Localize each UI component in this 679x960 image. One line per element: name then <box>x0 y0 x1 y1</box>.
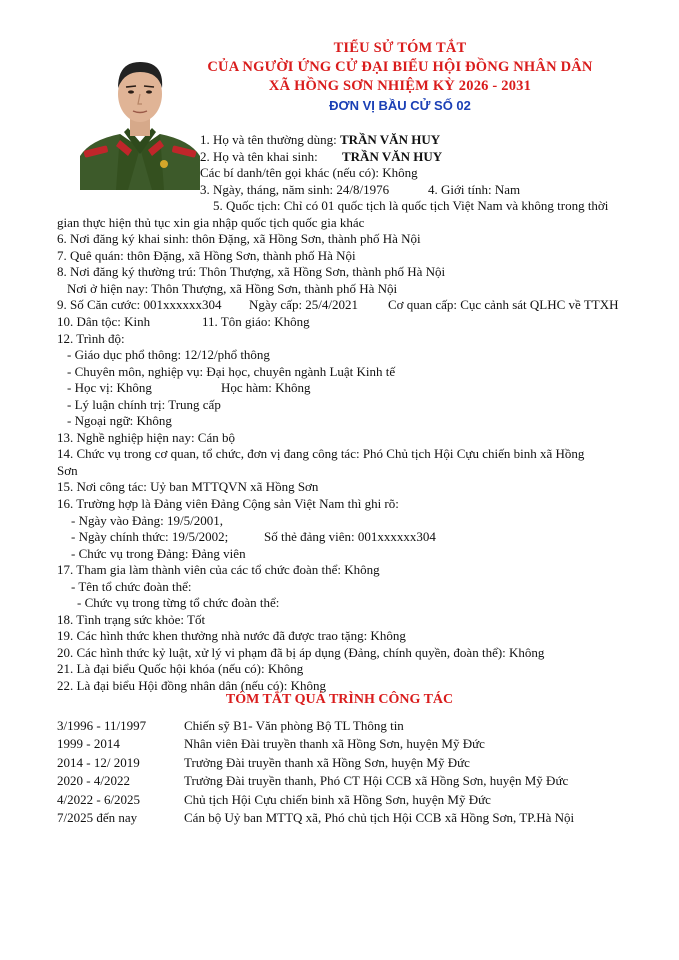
field-health: 18. Tình trạng sức khỏe: Tốt <box>57 612 206 627</box>
field-id-date: Ngày cấp: 25/4/2021 <box>249 297 359 312</box>
field-common-name-value: TRẦN VĂN HUY <box>339 132 441 147</box>
field-birth-name-label: 2. Họ và tên khai sinh: <box>200 149 318 164</box>
field-party-card: Số thẻ đảng viên: 001xxxxxx304 <box>264 529 436 544</box>
field-occupation: 13. Nghề nghiệp hiện nay: Cán bộ <box>57 430 235 445</box>
field-na-deputy: 21. Là đại biểu Quốc hội khóa (nếu có): Không <box>57 661 304 676</box>
work-description: Trưởng Đài truyền thanh xã Hồng Sơn, huyện Mỹ Đức <box>184 754 470 770</box>
field-council-deputy: 22. Là đại biểu Hội đồng nhân dân (nếu có): Không <box>57 678 326 693</box>
field-party-official-date: - Ngày chính thức: 19/5/2002; <box>71 529 229 544</box>
doc-term: XÃ HỒNG SƠN NHIỆM KỲ 2026 - 2031 <box>268 78 532 94</box>
work-period: 4/2022 - 6/2025 <box>57 791 141 807</box>
work-description: Trưởng Đài truyền thanh, Phó CT Hội CCB xã Hồng Sơn, huyện Mỹ Đức <box>184 773 569 789</box>
field-org-position: - Chức vụ trong từng tổ chức đoàn thể: <box>77 595 280 610</box>
electoral-unit: ĐƠN VỊ BẦU CỬ SỐ 02 <box>329 98 471 113</box>
field-specialty: - Chuyên môn, nghiệp vụ: Đại học, chuyên ngành Luật Kinh tế <box>67 364 396 379</box>
field-workplace: 15. Nơi công tác: Uỷ ban MTTQVN xã Hồng Sơn <box>57 479 319 494</box>
field-current-address: Nơi ở hiện nay: Thôn Thượng, xã Hồng Sơn, thành phố Hà Nội <box>67 281 398 296</box>
field-aliases: Các bí danh/tên gọi khác (nếu có): Không <box>200 165 418 180</box>
field-birthplace: 6. Nơi đăng ký khai sinh: thôn Đặng, xã Hồng Sơn, thành phố Hà Nội <box>57 231 421 246</box>
field-position-line2: Sơn <box>57 463 78 478</box>
work-description: Nhân viên Đài truyền thanh xã Hồng Sơn, huyện Mỹ Đức <box>184 736 485 752</box>
work-period: 1999 - 2014 <box>57 736 120 752</box>
field-id-agency: Cơ quan cấp: Cục cảnh sát QLHC về TTXH <box>388 297 619 312</box>
field-birth-name-value: TRẦN VĂN HUY <box>342 149 443 164</box>
doc-subtitle: CỦA NGƯỜI ỨNG CỬ ĐẠI BIỂU HỘI ĐỒNG NHÂN DÂN <box>207 59 593 75</box>
work-description: Chủ tịch Hội Cựu chiến binh xã Hồng Sơn, huyện Mỹ Đức <box>184 791 491 807</box>
field-discipline: 20. Các hình thức kỷ luật, xử lý vi phạm đã bị áp dụng (Đảng, chính quyền, đoàn thể): Không <box>57 645 545 660</box>
field-dob: 3. Ngày, tháng, năm sinh: 24/8/1976 <box>200 182 390 197</box>
field-party-position: - Chức vụ trong Đảng: Đảng viên <box>71 546 246 561</box>
field-residence: 8. Nơi đăng ký thường trú: Thôn Thượng, xã Hồng Sơn, thành phố Hà Nội <box>57 264 446 279</box>
field-hometown: 7. Quê quán: thôn Đặng, xã Hồng Sơn, thành phố Hà Nội <box>57 248 356 263</box>
field-nationality-line1: 5. Quốc tịch: Chỉ có 01 quốc tịch là quốc tịch Việt Nam và không trong thời <box>213 198 609 213</box>
field-religion: 11. Tôn giáo: Không <box>202 314 310 329</box>
field-position-line1: 14. Chức vụ trong cơ quan, tổ chức, đơn vị đang công tác: Phó Chủ tịch Hội Cựu chiến binh xã Hồng <box>57 446 585 461</box>
field-academic-rank: Học hàm: Không <box>221 380 311 395</box>
field-common-name-label: 1. Họ và tên thường dùng: <box>200 132 340 147</box>
field-id-number: 9. Số Căn cước: 001xxxxxx304 <box>57 297 222 312</box>
field-awards: 19. Các hình thức khen thưởng nhà nước đã được trao tặng: Không <box>57 628 406 643</box>
field-ethnicity: 10. Dân tộc: Kinh <box>57 314 151 329</box>
work-period: 7/2025 đến nay <box>57 810 138 825</box>
field-general-education: - Giáo dục phổ thông: 12/12/phổ thông <box>67 347 270 362</box>
field-common-name <box>200 131 440 149</box>
field-nationality-line2: gian thực hiện thủ tục xin gia nhập quốc tịch quốc gia khác <box>57 215 365 230</box>
doc-title: TIỂU SỬ TÓM TẮT <box>333 40 467 56</box>
field-organizations: 17. Tham gia làm thành viên của các tổ chức đoàn thể: Không <box>57 562 380 577</box>
field-political-theory: - Lý luận chính trị: Trung cấp <box>67 397 221 412</box>
field-party-title: 16. Trường hợp là Đảng viên Đảng Cộng sản Việt Nam thì ghi rõ: <box>57 496 399 511</box>
field-degree: - Học vị: Không <box>67 380 152 395</box>
work-description: Cán bộ Uỷ ban MTTQ xã, Phó chủ tịch Hội CCB xã Hồng Sơn, TP.Hà Nội <box>184 810 575 825</box>
field-org-name: - Tên tổ chức đoàn thể: <box>71 579 192 594</box>
field-education-title: 12. Trình độ: <box>57 331 125 346</box>
work-period: 2014 - 12/ 2019 <box>57 754 140 770</box>
work-period: 3/1996 - 11/1997 <box>57 718 147 733</box>
field-gender: 4. Giới tính: Nam <box>428 182 521 197</box>
field-party-join-date: - Ngày vào Đảng: 19/5/2001, <box>71 513 224 528</box>
work-period: 2020 - 4/2022 <box>57 773 130 789</box>
work-history-title: TÓM TẮT QUÁ TRÌNH CÔNG TÁC <box>225 692 454 707</box>
work-description: Chiến sỹ B1- Văn phòng Bộ TL Thông tin <box>184 718 404 733</box>
field-foreign-language: - Ngoại ngữ: Không <box>67 413 172 428</box>
